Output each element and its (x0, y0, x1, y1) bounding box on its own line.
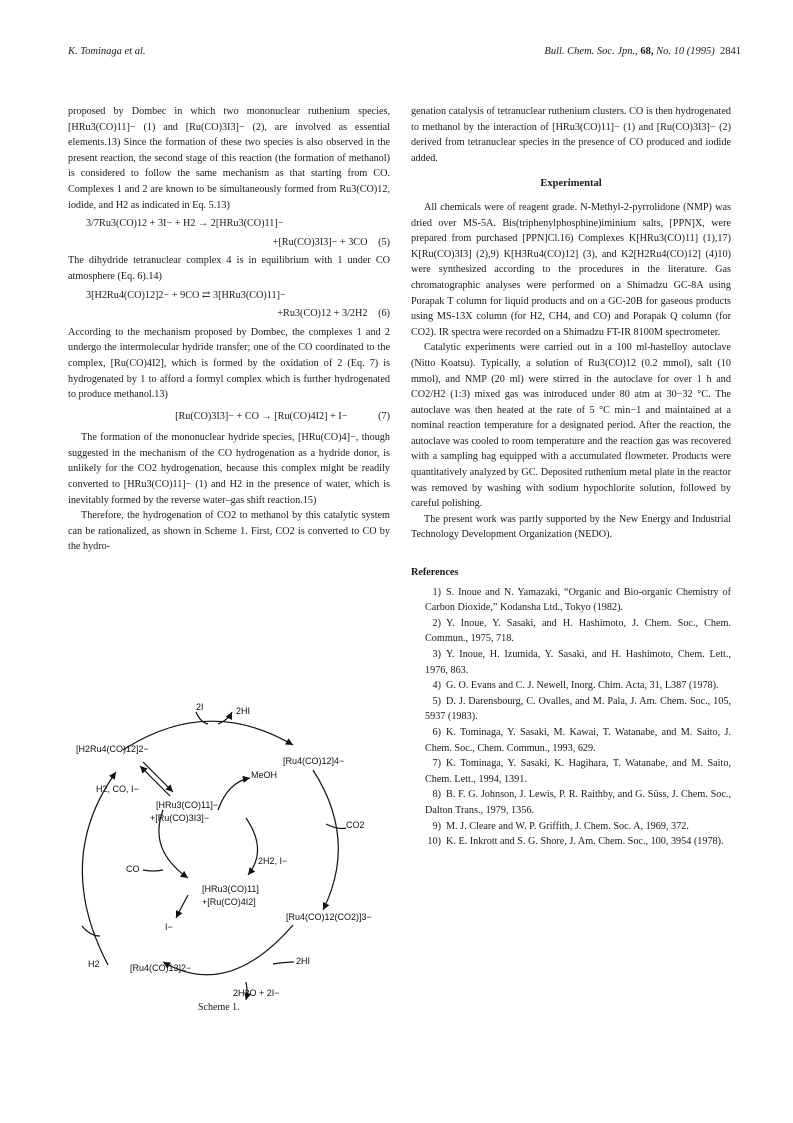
reference-item (411, 616, 731, 647)
reference-text: K. E. Inkrott and S. G. Shore, J. Am. Chem. Soc., 100, 3954 (1978). (446, 836, 724, 848)
reference-number: 4) (432, 680, 441, 692)
left-column (68, 104, 390, 555)
section-title-experimental: Experimental (540, 178, 602, 190)
scheme-caption: Scheme 1. (198, 1002, 240, 1013)
scheme-label: I− (165, 922, 173, 932)
reference-text: Y. Inoue, Y. Sasaki, and H. Hashimoto, J. Chem. Soc., Chem. Commun., 1975, 718. (425, 617, 731, 645)
scheme-label: +[Ru(CO)3I3]− (150, 813, 210, 823)
equation-text: +[Ru(CO)3I3]− + 3CO (272, 236, 368, 248)
scheme-label: [Ru4(CO)12(CO2)]3− (286, 912, 372, 922)
volume-number: 68, (640, 46, 654, 57)
reference-number: 9) (432, 820, 441, 832)
scheme-label: [H2Ru4(CO)12]2− (76, 744, 149, 754)
paragraph: proposed by Dombec in which two mononuclear ruthenium species, [HRu3(CO)11]− (1) and [Ru(CO)3I3]− (2), are involved as essential elements.13) Since the formation of these two species is also observed in the present reaction, the second stage of this reaction (the formation of methanol) is considered to follow the same mechanism as that starting from CO. Complexes 1 and 2 are known to be simultaneously formed from Ru3(CO)12, iodide, and H2 as indicated in Eq. 5.13) (68, 106, 390, 211)
scheme-label: 2H2, I− (258, 856, 288, 866)
paragraph: The dihydride tetranuclear complex 4 is in equilibrium with 1 under CO atmosphere (Eq. 6).14) (68, 255, 390, 282)
reference-item (411, 787, 731, 818)
scheme-label: +[Ru(CO)4I2] (202, 897, 256, 907)
reference-item (411, 756, 731, 787)
reference-text: Y. Inoue, H. Izumida, Y. Sasaki, and H. Hashimoto, Chem. Lett., 1976, 863. (425, 649, 731, 676)
reference-number: 5) (432, 695, 441, 707)
scheme-label: [HRu3(CO)11]− (156, 800, 219, 810)
scheme-label: 2I (196, 702, 204, 712)
reference-number: 10) (427, 836, 441, 848)
inner-co-in (143, 870, 163, 871)
scheme-label: [Ru4(CO)12]4− (283, 756, 345, 766)
paragraph: Therefore, the hydrogenation of CO2 to methanol by this catalytic system can be rationalized, as shown in Scheme 1. First, CO2 is converted to CO by the hydro- (68, 510, 390, 553)
issue-number: No. 10 (1995) (656, 46, 715, 57)
paragraph: According to the mechanism proposed by Dombec, the complexes 1 and 2 undergo the intermolecular hydride transfer; one of the CO coordinated to the complex, [Ru(CO)4I2], which is formed by the oxidation of 2 (Eq. 7) is hydrogenated by 1 to afford a formyl complex which is further hydrogenated to produce methanol.13) (68, 326, 390, 401)
paragraph: The formation of the mononuclear hydride species, [HRu(CO)4]−, though suggested in the mechanism of the CO hydrogenation as a hydride donor, is unlikely for the CO2 hydrogenation, because this complex might be readily converted to [HRu3(CO)11]− (1) and H2 in the presence of water, which is inevitably formed by the reverse water–gas shift reaction.15) (68, 432, 390, 506)
equation-6-line1 (68, 288, 390, 304)
reference-item (411, 585, 731, 616)
running-header-citation (544, 46, 741, 57)
journal-name: Bull. Chem. Soc. Jpn., (544, 46, 638, 57)
reference-item (411, 694, 731, 725)
reference-text: S. Inoue and N. Yamazaki, “Organic and Bio-organic Chemistry of Carbon Dioxide,” Kodansha Ltd., Tokyo (1982). (425, 586, 731, 614)
running-header-authors: K. Tominaga et al. (68, 46, 146, 57)
reference-number: 3) (432, 649, 441, 660)
reference-number: 6) (432, 726, 441, 738)
scheme-label: [Ru4(CO)13]2− (130, 963, 192, 973)
equation-5-line1 (68, 216, 390, 232)
reference-text: G. O. Evans and C. J. Newell, Inorg. Chim. Acta, 31, L387 (1978). (446, 680, 719, 692)
arc-h2-in (82, 926, 100, 936)
reference-list (411, 585, 731, 850)
reference-item (411, 647, 731, 678)
reference-item (411, 834, 731, 850)
reference-text: K. Tominaga, Y. Sasaki, M. Kawai, T. Watanabe, and M. Saito, J. Chem. Soc., Chem. Commun., 1993, 629. (425, 726, 731, 754)
scheme-label: 2HI (236, 706, 251, 716)
reference-text: K. Tominaga, Y. Sasaki, K. Hagihara, T. Watanabe, and M. Saito, Chem. Lett., 1994, 1391. (425, 758, 731, 785)
acknowledgment: The present work was partly supported by the New Energy and Industrial Technology Development Organization (NEDO). (411, 513, 731, 541)
equilibrium-back (140, 766, 170, 796)
reference-text: D. J. Darensbourg, C. Ovalles, and M. Pala, J. Am. Chem. Soc., 105, 5937 (1983). (425, 695, 731, 723)
scheme-label: H2, CO, I− (96, 784, 139, 794)
scheme-label: H2 (88, 959, 100, 969)
equation-6-line2 (68, 306, 390, 322)
reference-item (411, 819, 731, 835)
reference-item (411, 725, 731, 756)
arc-right (313, 770, 338, 910)
section-title-references: References (411, 567, 459, 579)
scheme-label: 2HI (296, 956, 311, 966)
equation-text: 3[H2Ru4(CO)12]2− + 9CO ⇄ 3[HRu3(CO)11]− (86, 289, 286, 301)
reference-number: 8) (432, 789, 441, 801)
scheme-label: 2H2O + 2I− (233, 988, 280, 998)
equation-7 (68, 409, 390, 425)
reference-number: 7) (432, 758, 441, 770)
paragraph: All chemicals were of reagent grade. N-Methyl-2-pyrrolidone (NMP) was dried over MS-5A. Bis(triphenylphosphine)iminium salts, [PPN]X, were prepared from purchased [PPN]Cl.16) Complexes K[HRu3(CO)11] (1),17) K[Ru(CO)3I3] (2),9) K[H3Ru4(CO)12] (3), and K2[H2Ru4(CO)12] (4)10) were synthesized according to the procedures in the literature. Gas chromatographic analyses were performed on a Shimadzu GC-8A using Porapak T column for liquid products and on a GC-20B for gaseous products using MS-13X column (for H2, CH4, and CO) and Porapak Q column (for CO2). IR spectra were recorded on a Shimadzu FT-IR 8100M spectrometer. (411, 201, 731, 338)
equation-number: (6) (378, 308, 390, 320)
reference-number: 1) (432, 586, 441, 598)
arc-2hi-in (273, 962, 294, 964)
page-number: 2841 (720, 46, 741, 57)
equation-text: 3/7Ru3(CO)12 + 3I− + H2 → 2[HRu3(CO)11]− (86, 218, 284, 230)
reference-number: 2) (432, 617, 441, 629)
equation-text: +Ru3(CO)12 + 3/2H2 (277, 308, 368, 320)
scheme-label: MeOH (251, 770, 278, 780)
equation-number: (5) (378, 236, 390, 248)
inner-arc-right (246, 818, 258, 875)
reference-text: B. F. G. Johnson, J. Lewis, P. R. Raithby, and G. Süss, J. Chem. Soc., Dalton Trans., 1979, 1356. (425, 789, 731, 816)
right-column (411, 104, 731, 850)
reference-item (411, 678, 731, 694)
paragraph: Catalytic experiments were carried out in a 100 ml-hastelloy autoclave (Nitto Koatsu). Typically, a solution of Ru3(CO)12 (0.2 mmol), salt (10 mmol), and NMP (20 ml) were stirred in the autoclave for over 1 h and CO2/H2 (1:3) mixed gas was introduced under 80 atm at 30−32 °C. The autoclave was then heated at the rate of 5 °C min−1 and maintained at a nominal reaction temperature for a designated period. After the reaction, the autoclave was cooled to room temperature and the reaction gas was recovered with a sampling bag equipped with a accumulated flowmeter. Products were quantitatively analyzed by GC. Deposited ruthenium metal plate in the reactor was removed by washing with sodium hypochlorite solution, followed by careful polishing. (411, 342, 731, 510)
equation-5-line2 (68, 235, 390, 251)
equation-text: [Ru(CO)3I3]− + CO → [Ru(CO)4I2] + I− (175, 410, 348, 422)
scheme-label: [HRu3(CO)11] (202, 884, 259, 894)
paragraph: genation catalysis of tetranuclear ruthenium clusters. CO is then hydrogenated to methanol by the interaction of [HRu3(CO)11]− (1) and [Ru(CO)3I3]− (2) derived from tetranuclear species in the presence of CO produced and iodide added. (411, 106, 731, 164)
reference-text: M. J. Cleare and W. P. Griffith, J. Chem. Soc. A, 1969, 372. (446, 820, 689, 832)
inner-iminus-out (176, 895, 188, 918)
scheme-1 (68, 700, 398, 1020)
equilibrium-forward (143, 762, 173, 792)
equation-number: (7) (378, 410, 390, 422)
scheme-label: CO2 (346, 820, 365, 830)
scheme-label: CO (126, 864, 140, 874)
inner-meoh (218, 778, 250, 810)
